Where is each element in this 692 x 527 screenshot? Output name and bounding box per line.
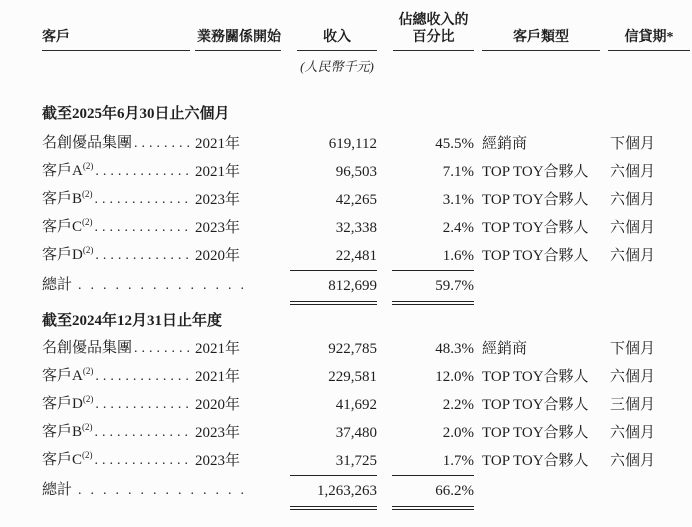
type-cell: 經銷商	[482, 135, 528, 152]
credit-cell: 六個月	[610, 247, 656, 264]
revenue-cell: 96,503	[335, 163, 377, 180]
table-header-row	[42, 0, 690, 51]
customer-cell	[42, 157, 195, 186]
footnote-ref: (2)	[82, 422, 93, 432]
revenue-cell: 229,581	[328, 368, 377, 385]
credit-cell: 六個月	[610, 452, 656, 469]
customer-name: 客戶C	[42, 452, 83, 468]
year-cell: 2021年	[195, 135, 241, 152]
dot-leader: ........	[134, 341, 195, 356]
footnote-ref: (2)	[82, 217, 93, 227]
type-cell: TOP TOY合夥人	[482, 368, 589, 385]
footnote-ref: (2)	[82, 366, 94, 376]
total-percent-cell: 59.7%	[435, 277, 474, 294]
table-row	[42, 213, 690, 241]
credit-cell: 六個月	[610, 368, 656, 385]
header-relationship-start: 業務關係開始	[195, 29, 281, 51]
type-cell: TOP TOY合夥人	[482, 424, 589, 441]
customer-name: 客戶D	[42, 396, 83, 412]
credit-cell: 下個月	[610, 340, 656, 357]
year-cell: 2021年	[195, 368, 241, 385]
customer-name: 客戶A	[42, 368, 83, 384]
customer-name: 客戶B	[42, 191, 83, 207]
credit-cell: 三個月	[610, 396, 656, 413]
table-row	[42, 446, 690, 474]
dot-leader: .............	[95, 248, 193, 263]
customer-name: 客戶C	[42, 219, 83, 235]
units-row	[42, 58, 690, 76]
credit-cell: 六個月	[610, 219, 656, 236]
revenue-cell: 619,112	[328, 135, 377, 152]
header-relationship-col	[195, 29, 290, 51]
dot-leader: .............	[94, 453, 193, 468]
percent-cell: 2.2%	[442, 396, 474, 413]
table-row	[42, 241, 690, 269]
total-percent-cell: 66.2%	[435, 482, 474, 499]
total-revenue-cell: 1,263,263	[317, 482, 377, 499]
section-2025-rows	[42, 129, 690, 269]
revenue-cell: 22,481	[335, 247, 377, 264]
footnote-ref: (2)	[82, 189, 93, 199]
year-cell: 2023年	[195, 191, 241, 208]
total-label-cell	[42, 271, 290, 300]
year-cell: 2023年	[195, 424, 241, 441]
customer-cell	[42, 390, 195, 419]
section-2024-rows	[42, 334, 690, 474]
percent-cell: 1.6%	[442, 247, 474, 264]
type-cell: TOP TOY合夥人	[482, 452, 589, 469]
credit-cell: 六個月	[610, 163, 656, 180]
total-double-rule	[42, 300, 690, 305]
year-cell: 2021年	[195, 163, 241, 180]
header-percent	[393, 12, 474, 51]
percent-cell: 12.0%	[435, 368, 474, 385]
table-row	[42, 390, 690, 418]
table-row	[42, 185, 690, 213]
type-cell: 經銷商	[482, 340, 528, 357]
header-customer: 客戶	[42, 29, 190, 51]
table-row	[42, 157, 690, 185]
dot-leader: .............	[94, 192, 193, 207]
dot-leader: ..............	[78, 278, 254, 293]
header-customer-col	[42, 29, 195, 51]
dot-leader: .............	[95, 369, 193, 384]
type-cell: TOP TOY合夥人	[482, 219, 589, 236]
credit-cell: 六個月	[610, 191, 656, 208]
percent-cell: 3.1%	[442, 191, 474, 208]
percent-cell: 1.7%	[442, 452, 474, 469]
table-row	[42, 334, 690, 362]
total-label-cell	[42, 476, 290, 505]
table-row	[42, 362, 690, 390]
revenue-cell: 922,785	[328, 340, 377, 357]
percent-cell: 2.4%	[442, 219, 474, 236]
footnote-ref: (2)	[82, 245, 94, 255]
customer-name: 客戶D	[42, 247, 83, 263]
table-row	[42, 418, 690, 446]
type-cell: TOP TOY合夥人	[482, 396, 589, 413]
customer-name: 客戶B	[42, 424, 83, 440]
header-percent-col	[377, 12, 474, 51]
customer-cell	[42, 446, 195, 475]
dot-leader: .............	[95, 397, 193, 412]
revenue-double-line	[290, 506, 377, 510]
percent-cell: 7.1%	[442, 163, 474, 180]
revenue-cell: 42,265	[335, 191, 377, 208]
dot-leader: .............	[94, 425, 193, 440]
total-double-rule	[42, 505, 690, 510]
customer-cell	[42, 129, 195, 158]
dot-leader: .............	[94, 220, 193, 235]
footnote-ref: (2)	[82, 161, 94, 171]
dot-leader: ........	[134, 136, 195, 151]
total-revenue-cell: 812,699	[328, 277, 377, 294]
header-percent-line2: 百分比	[412, 30, 455, 45]
revenue-cell: 32,338	[335, 219, 377, 236]
header-customer-type: 客戶類型	[482, 29, 600, 51]
total-label: 總計	[42, 482, 73, 498]
year-cell: 2021年	[195, 340, 241, 357]
customer-name: 名創優品集團	[42, 135, 133, 151]
footnote-ref: (2)	[82, 394, 94, 404]
percent-cell: 48.3%	[435, 340, 474, 357]
percent-double-line	[392, 301, 474, 305]
customer-cell	[42, 418, 195, 447]
header-percent-line1: 佔總收入的	[398, 13, 469, 28]
customer-name: 客戶A	[42, 163, 83, 179]
dot-leader: ..............	[78, 483, 254, 498]
dot-leader: .............	[95, 164, 193, 179]
percent-cell: 45.5%	[435, 135, 474, 152]
customer-cell	[42, 185, 195, 214]
units-label: (人民幣千元)	[300, 59, 374, 74]
customer-name: 名創優品集團	[42, 340, 133, 356]
year-cell: 2020年	[195, 247, 241, 264]
year-cell: 2023年	[195, 452, 241, 469]
percent-cell: 2.0%	[442, 424, 474, 441]
section-title-2024: 截至2024年12月31日止年度	[42, 313, 223, 329]
customer-cell	[42, 334, 195, 363]
percent-double-line	[392, 506, 474, 510]
table	[42, 0, 690, 510]
type-cell: TOP TOY合夥人	[482, 247, 589, 264]
footnote-ref: (2)	[82, 450, 93, 460]
credit-cell: 下個月	[610, 135, 656, 152]
header-type-col	[474, 29, 608, 51]
customer-cell	[42, 362, 195, 391]
revenue-cell: 41,692	[335, 396, 377, 413]
type-cell: TOP TOY合夥人	[482, 163, 589, 180]
year-cell: 2020年	[195, 396, 241, 413]
header-revenue-col	[290, 29, 377, 51]
table-row	[42, 129, 690, 157]
total-label: 總計	[42, 277, 73, 293]
type-cell: TOP TOY合夥人	[482, 191, 589, 208]
customer-cell	[42, 213, 195, 242]
total-row-2025	[42, 271, 690, 299]
header-credit-col	[608, 29, 690, 51]
total-row-2024	[42, 476, 690, 504]
year-cell: 2023年	[195, 219, 241, 236]
section-title-2025: 截至2025年6月30日止六個月	[42, 106, 230, 122]
customer-cell	[42, 241, 195, 270]
revenue-cell: 37,480	[335, 424, 377, 441]
header-revenue: 收入	[297, 29, 377, 51]
header-credit-period: 信貸期*	[608, 29, 690, 51]
revenue-double-line	[290, 301, 377, 305]
revenue-cell: 31,725	[335, 452, 377, 469]
credit-cell: 六個月	[610, 424, 656, 441]
